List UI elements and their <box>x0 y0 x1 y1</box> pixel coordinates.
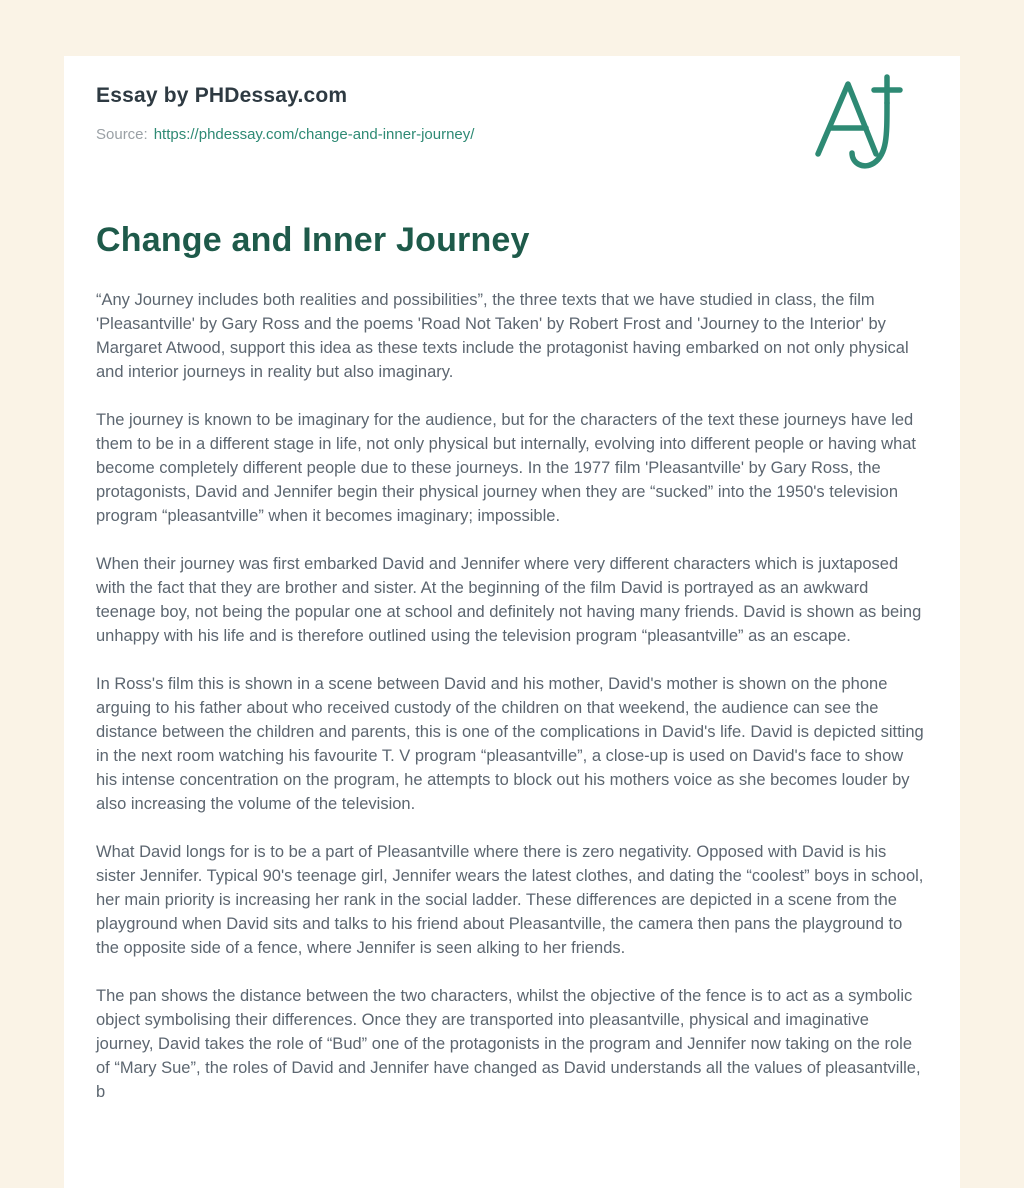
essay-paragraph: “Any Journey includes both realities and possibilities”, the three texts that we have studied in class, the film 'Pleasantville' by Gary Ross and the poems 'Road Not Taken' by Robert Frost and 'Journey to the Interior' by Margaret Atwood, support this idea as these texts include the protagonist having embarked on not only physical and interior journeys in reality but also imaginary. <box>96 291 909 381</box>
essay-paragraph: What David longs for is to be a part of Pleasantville where there is zero negativity. Opposed with David is his sister Jennifer. Typical 90's teenage girl, Jennifer wears the latest clothes, and dating the “coolest” boys in school, her main priority is increasing her rank in the social ladder. These differences are depicted in a scene from the playground when David sits and talks to his friend about Pleasantville, the camera then pans the playground to the opposite side of a fence, where Jennifer is seen alking to her friends. <box>96 843 924 957</box>
essay-paragraph: The journey is known to be imaginary for the audience, but for the characters of the text these journeys have led them to be in a different stage in life, not only physical but internally, evolving into different people or having what become completely different people due to these journeys. In the 1977 film 'Pleasantville' by Gary Ross, the protagonists, David and Jennifer begin their physical journey when they are “sucked” into the 1950's television program “pleasantville” when it becomes imaginary; impossible. <box>96 411 917 525</box>
source-label: Source: <box>96 126 148 143</box>
essay-paragraph: In Ross's film this is shown in a scene between David and his mother, David's mother is shown on the phone arguing to his father about who received custody of the children on that weekend, the audience can see the distance between the children and parents, this is one of the complications in David's life. David is depicted sitting in the next room watching his favourite T. V program “pleasantville”, a close-up is used on David's face to show his intense concentration on the program, he attempts to block out his mothers voice as she becomes louder by also increasing the volume of the television. <box>96 675 924 813</box>
essay-paragraph: The pan shows the distance between the two characters, whilst the objective of the fence is to act as a symbolic object symbolising their differences. Once they are transported into pleasantville, physical and imaginative journey, David takes the role of “Bud” one of the protagonists in the program and Jennifer now taking on the role of “Mary Sue”, the roles of David and Jennifer have changed as David understands all the values of pleasantville, b <box>96 987 921 1101</box>
source-row <box>96 126 928 143</box>
source-link[interactable]: https://phdessay.com/change-and-inner-journey/ <box>153 126 475 143</box>
a-plus-logo-icon <box>812 74 904 174</box>
essay-paragraph: When their journey was first embarked David and Jennifer where very different characters which is juxtaposed with the fact that they are brother and sister. At the beginning of the film David is portrayed as an awkward teenage boy, not being the popular one at school and definitely not having many friends. David is shown as being unhappy with his life and is therefore outlined using the television program “pleasantville” as an escape. <box>96 555 922 645</box>
essay-byline: Essay by PHDessay.com <box>96 84 348 107</box>
essay-title: Change and Inner Journey <box>96 221 530 259</box>
essay-card <box>64 56 960 1188</box>
essay-body <box>96 288 928 1104</box>
